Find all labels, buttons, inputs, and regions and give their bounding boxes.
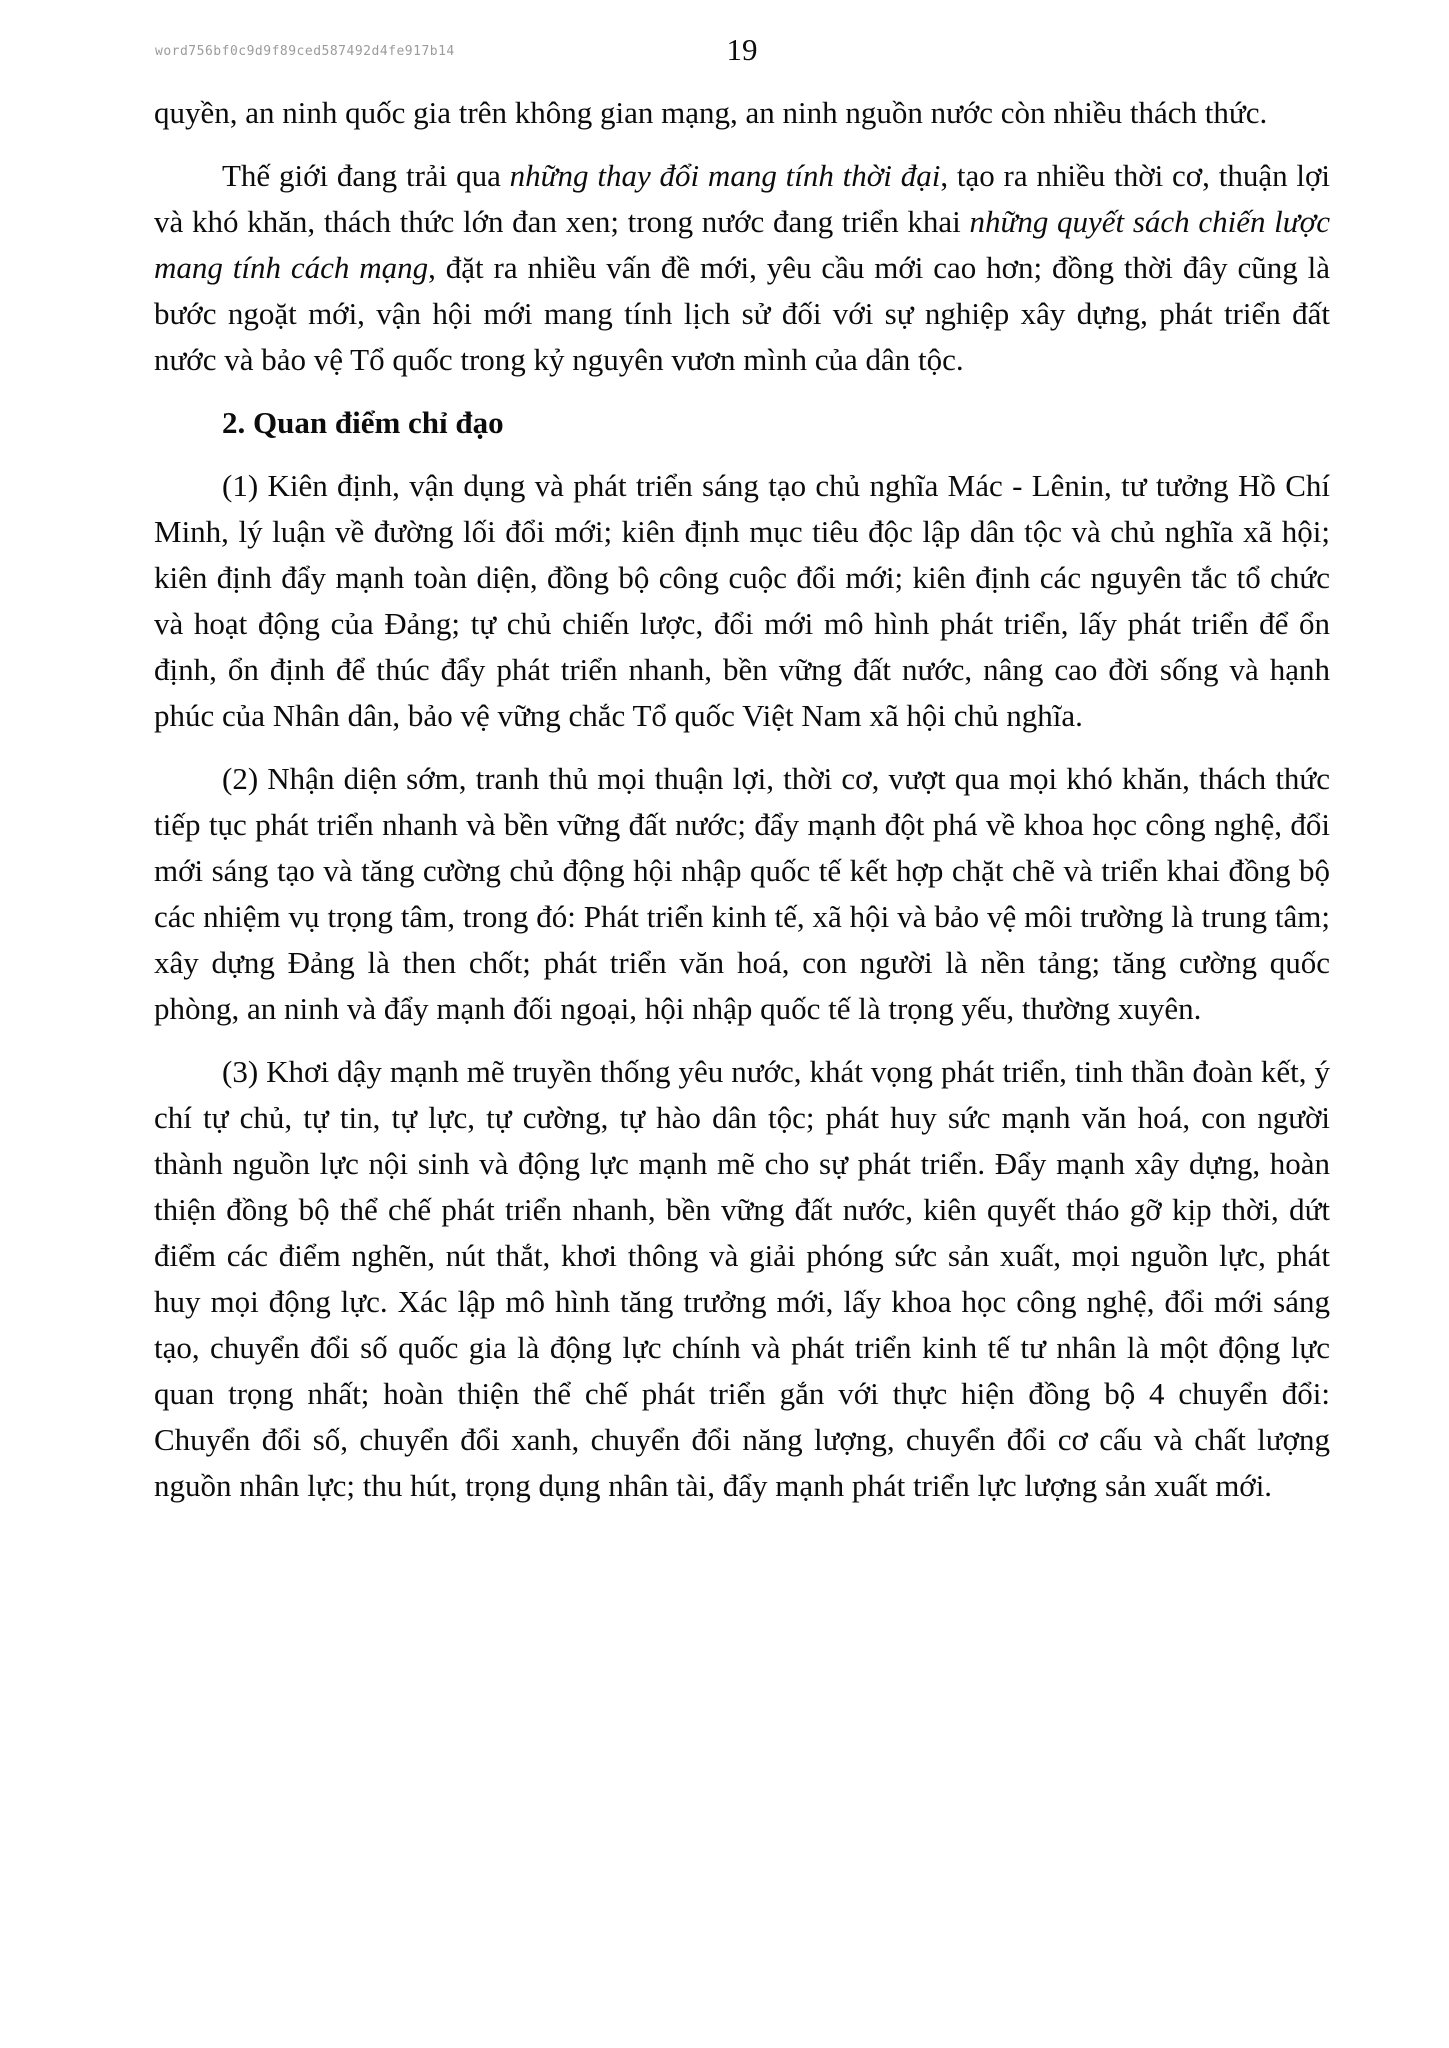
paragraph [154, 1049, 1330, 1509]
text-run: , đặt ra nhiều vấn đề mới, yêu cầu mới cao hơn; đồng thời đây cũng là bước ngoặt mới, vận hội mới mang tính lịch sử đối với sự nghiệp xây dựng, phát triển đất nước và bảo vệ Tổ quốc trong kỷ nguyên vươn mình của dân tộc. [154, 250, 1330, 377]
text-run: quyền, an ninh quốc gia trên không gian mạng, an ninh nguồn nước còn nhiều thách thức. [154, 95, 1268, 130]
text-run: những thay đổi mang tính thời đại [509, 158, 941, 193]
text-run: những quyết sách chiến lược mang tính cách mạng [154, 204, 1330, 285]
paragraph [154, 756, 1330, 1032]
text-run: 2. Quan điểm chỉ đạo [222, 405, 504, 440]
text-run: (3) Khơi dậy mạnh mẽ truyền thống yêu nước, khát vọng phát triển, tinh thần đoàn kết, ý chí tự chủ, tự tin, tự lực, tự cường, tự hào dân tộc; phát huy sức mạnh văn hoá, con người thành nguồn lực nội sinh và động lực mạnh mẽ cho sự phát triển. Đẩy mạnh xây dựng, hoàn thiện đồng bộ thể chế phát triển nhanh, bền vững đất nước, kiên quyết tháo gỡ kịp thời, dứt điểm các điểm nghẽn, nút thắt, khơi thông và giải phóng sức sản xuất, mọi nguồn lực, phát huy mọi động lực. Xác lập mô hình tăng trưởng mới, lấy khoa học công nghệ, đổi mới sáng tạo, chuyển đổi số quốc gia là động lực chính và phát triển kinh tế tư nhân là một động lực quan trọng nhất; hoàn thiện thể chế phát triển gắn với thực hiện đồng bộ 4 chuyển đổi: Chuyển đổi số, chuyển đổi xanh, chuyển đổi năng lượng, chuyển đổi cơ cấu và chất lượng nguồn nhân lực; thu hút, trọng dụng nhân tài, đẩy mạnh phát triển lực lượng sản xuất mới. [154, 1054, 1330, 1503]
section-heading [154, 400, 1330, 446]
text-run: , tạo ra nhiều thời cơ, thuận lợi và khó khăn, thách thức lớn đan xen; trong nước đang triển khai [154, 158, 1331, 239]
text-run: Thế giới đang trải qua [222, 158, 510, 193]
header-watermark: word756bf0c9d9f89ced587492d4fe917b14 [155, 44, 455, 59]
text-run: (1) Kiên định, vận dụng và phát triển sáng tạo chủ nghĩa Mác - Lênin, tư tưởng Hồ Chí Minh, lý luận về đường lối đổi mới; kiên định mục tiêu độc lập dân tộc và chủ nghĩa xã hội; kiên định đẩy mạnh toàn diện, đồng bộ công cuộc đổi mới; kiên định các nguyên tắc tổ chức và hoạt động của Đảng; tự chủ chiến lược, đổi mới mô hình phát triển, lấy phát triển để ổn định, ổn định để thúc đẩy phát triển nhanh, bền vững đất nước, nâng cao đời sống và hạnh phúc của Nhân dân, bảo vệ vững chắc Tổ quốc Việt Nam xã hội chủ nghĩa. [154, 468, 1330, 733]
paragraph [154, 90, 1330, 136]
page-number: 19 [726, 32, 758, 67]
paragraph [154, 463, 1330, 739]
paragraph [154, 153, 1330, 383]
document-body [154, 90, 1330, 1526]
text-run: (2) Nhận diện sớm, tranh thủ mọi thuận lợi, thời cơ, vượt qua mọi khó khăn, thách thức tiếp tục phát triển nhanh và bền vững đất nước; đẩy mạnh đột phá về khoa học công nghệ, đổi mới sáng tạo và tăng cường chủ động hội nhập quốc tế kết hợp chặt chẽ và triển khai đồng bộ các nhiệm vụ trọng tâm, trong đó: Phát triển kinh tế, xã hội và bảo vệ môi trường là trung tâm; xây dựng Đảng là then chốt; phát triển văn hoá, con người là nền tảng; tăng cường quốc phòng, an ninh và đẩy mạnh đối ngoại, hội nhập quốc tế là trọng yếu, thường xuyên. [154, 761, 1330, 1026]
